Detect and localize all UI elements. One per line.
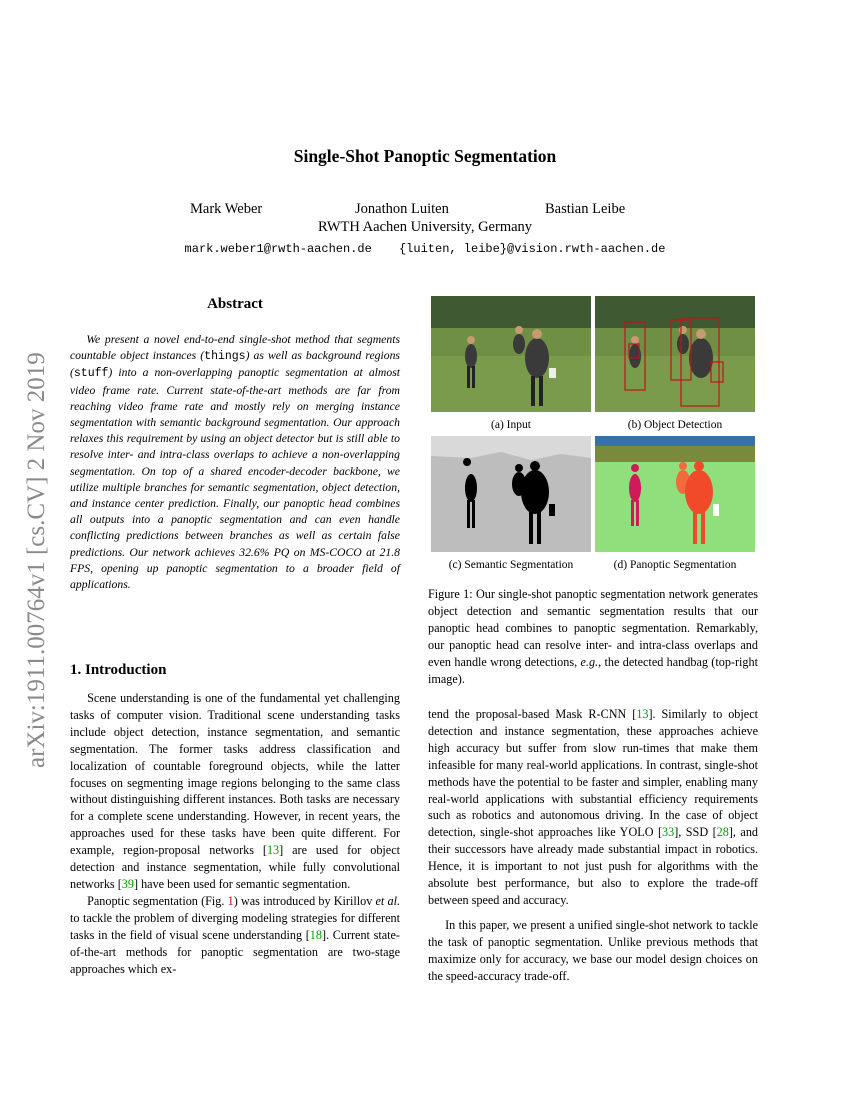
figure-ref-1[interactable]: 1	[227, 893, 234, 908]
intro-paragraph-4: In this paper, we present a unified single-shot network to tackle the task of panoptic segmentation. Unlike previous methods that maximize only for accuracy, we base our model design choices on the speed-accuracy trade-off.	[428, 917, 758, 983]
citation-13[interactable]: 13	[636, 707, 649, 721]
text: to tackle the problem of diverging modeling strategies for different tasks in the field of visual scene understanding [	[70, 910, 400, 942]
text: et al.	[375, 893, 400, 908]
intro-paragraph-1	[70, 690, 400, 893]
abstract-text: ) as well as background regions (	[70, 349, 400, 380]
abstract-text: We present a novel end-to-end single-shot method that segments countable object instances (	[70, 333, 400, 363]
figure-caption	[428, 586, 758, 687]
caption-text: e.g.	[580, 654, 599, 669]
figure-panoptic-image	[595, 436, 755, 552]
figure-input-image	[431, 296, 591, 412]
citation-39[interactable]: 39	[121, 876, 134, 891]
abstract-stuff: stuff	[73, 367, 109, 381]
text: Panoptic segmentation (Fig.	[87, 893, 228, 908]
citation-18[interactable]: 18	[309, 927, 322, 942]
caption-text: Figure 1: Our single-shot panoptic segmentation network generates object detection and semantic segmentation results that our panoptic head combines to panoptic segmentation. Remarkably, our panoptic head can resolve inter- and intra-class overlaps and even handle wrong detections,	[428, 587, 758, 669]
text: ], SSD [	[674, 825, 717, 840]
subcaption-c: (c) Semantic Segmentation	[448, 559, 574, 571]
text: Scene understanding is one of the fundamental yet challenging tasks of computer vision. Traditional scene understanding tasks include object detection, instance segmentation, and semantic segmentation. The former tasks address classification and localization of countable foreground objects, while the latter focuses on segmenting image regions belonging to the same class without distinguishing different instances. Both tasks are necessary for a complete scene understanding. However, in recent years, the approaches used for these tasks have been quite different. For example, region-proposal networks [	[70, 691, 400, 858]
email-luiten-leibe[interactable]: {luiten, leibe}@vision.rwth-aachen.de	[398, 242, 666, 256]
introduction-heading: 1. Introduction	[70, 662, 167, 678]
intro-paragraph-2	[70, 893, 400, 978]
abstract-things: things	[204, 350, 246, 364]
intro-left-column	[70, 690, 400, 977]
text: tend the proposal-based Mask R-CNN [	[428, 707, 637, 721]
subcaption-a: (a) Input	[491, 419, 531, 431]
author-weber: Mark Weber	[190, 201, 263, 217]
figure-semantic-image	[431, 436, 591, 552]
abstract-heading: Abstract	[207, 296, 263, 312]
author-leibe: Bastian Leibe	[545, 201, 626, 217]
abstract-body	[70, 332, 400, 593]
abstract-text: ) into a non-overlapping panoptic segmentation at almost video frame rate. Current state-of-the-art methods are far from reaching video frame rate and mostly rely on merging instance segmentation with semantic background segmentation. Our approach relaxes this requirement by using an object detector but is still able to resolve inter- and intra-class overlaps to achieve a non-overlapping segmentation. On top of a shared encoder-decoder backbone, we utilize multiple branches for semantic segmentation, object detection, and instance center prediction. Finally, our panoptic head combines all outputs into a panoptic segmentation and can even handle conflicting predictions between branches as well as certain false predictions. Our network achieves 32.6% PQ on MS-COCO at 21.8 FPS, opening up panoptic segmentation to a broader field of applications.	[70, 366, 400, 592]
email-weber[interactable]: mark.weber1@rwth-aachen.de	[184, 242, 372, 256]
text: ] are used for object detection and instance segmentation, while fully convolutional networks [	[70, 843, 401, 891]
text: ] have been used for semantic segmentation.	[133, 876, 351, 891]
caption-text: , the detected handbag (top-right image).	[428, 654, 759, 686]
intro-paragraph-3	[428, 706, 758, 909]
citation-28[interactable]: 28	[716, 825, 729, 840]
text: ], and their successors have already made substantial impact in robotics. Hence, it is important to not just push for algorithms with the absolute best performance, but also to explore the trade-off between speed and accuracy.	[428, 825, 759, 907]
subcaption-d: (d) Panoptic Segmentation	[613, 559, 737, 571]
figure-detection-image	[595, 296, 755, 412]
text: ) was introduced by Kirillov	[233, 893, 376, 908]
text: ]. Current state-of-the-art methods for panoptic segmentation are two-stage approaches which ex-	[70, 927, 400, 976]
emails	[0, 242, 850, 256]
paper-title: Single-Shot Panoptic Segmentation	[293, 146, 557, 166]
subcaption-b: (b) Object Detection	[627, 419, 723, 431]
citation-33[interactable]: 33	[662, 825, 675, 840]
affiliation: RWTH Aachen University, Germany	[317, 219, 533, 235]
author-luiten: Jonathon Luiten	[355, 201, 449, 217]
arxiv-id: arXiv:1911.00764v1 [cs.CV] 2 Nov 2019	[23, 352, 50, 768]
arxiv-stamp	[8, 300, 56, 770]
citation-13[interactable]: 13	[266, 843, 280, 858]
text: ]. Similarly to object detection and instance segmentation, these approaches achieve high accuracy but suffer from slow run-times that make them infeasible for many real-world applications. In contrast, single-shot methods have the potential to be faster and simpler, enabling many real-world applications with substantial efficiency requirements such as robotics and autonomous driving. In the case of object detection, single-shot approaches like YOLO [	[428, 707, 758, 840]
intro-right-column	[428, 706, 758, 985]
